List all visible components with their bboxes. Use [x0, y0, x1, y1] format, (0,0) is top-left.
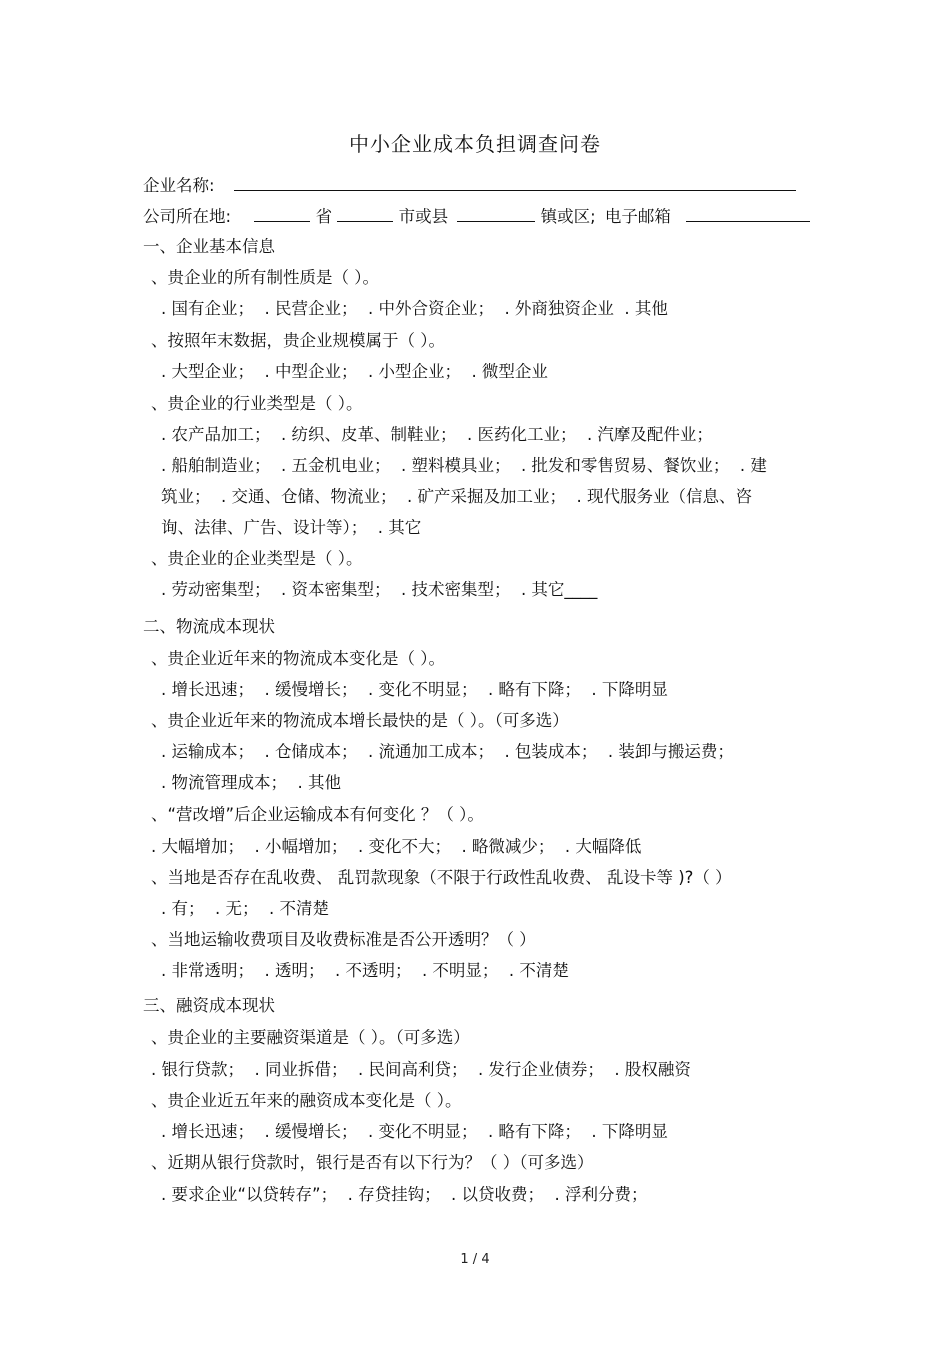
company-name-row — [143, 172, 796, 197]
location-row — [143, 203, 810, 228]
section-heading: 三、融资成本现状 — [143, 996, 275, 1015]
company-name-field[interactable] — [234, 172, 796, 191]
email-label: 电子邮箱 — [604, 207, 671, 226]
option-line: . 船舶制造业； . 五金机电业； . 塑料模具业； . 批发和零售贸易、餐饮业； . 建 — [161, 456, 767, 475]
question-line: 、贵企业的所有制性质是（ ）。 — [151, 268, 379, 287]
question-line: . 银行贷款； . 同业拆借； . 民间高利贷； . 发行企业债券； . 股权融资 — [151, 1060, 691, 1079]
city-label: 市或县 — [398, 207, 449, 226]
option-line: . 要求企业“以贷转存”； . 存贷挂钩； . 以贷收费； . 浮利分费； — [161, 1185, 648, 1204]
town-label: 镇或区; — [540, 207, 596, 226]
option-line: 询、法律、广告、设计等）； . 其它 — [161, 518, 422, 537]
question-line: 、近期从银行贷款时，银行是否有以下行为？（ ）（可多选） — [151, 1153, 594, 1172]
option-line: . 物流管理成本； . 其他 — [161, 773, 341, 792]
option-line: . 大型企业； . 中型企业； . 小型企业； . 微型企业 — [161, 362, 548, 381]
option-line: . 农产品加工； . 纺织、皮革、制鞋业； . 医药化工业； . 汽摩及配件业； — [161, 425, 713, 444]
province-label: 省 — [315, 207, 333, 226]
question-line: 、贵企业的企业类型是（ ）。 — [151, 549, 363, 568]
question-line: 、贵企业的行业类型是（ ）。 — [151, 394, 363, 413]
city-field[interactable] — [337, 203, 393, 222]
question-line: 、当地是否存在乱收费、 乱罚款现象（不限于行政性乱收费、 乱设卡等 )?（ ） — [151, 868, 732, 887]
question-line: 、贵企业近五年来的融资成本变化是（ ）。 — [151, 1091, 462, 1110]
option-line: . 增长迅速； . 缓慢增长； . 变化不明显； . 略有下降； . 下降明显 — [161, 1122, 668, 1141]
question-line: 、贵企业近年来的物流成本增长最快的是（ ）。（可多选） — [151, 711, 569, 730]
option-line: 筑业； . 交通、仓储、物流业； . 矿产采掘及加工业； . 现代服务业（信息、咨 — [161, 487, 752, 506]
email-field[interactable] — [686, 203, 810, 222]
page-number: 1 / 4 — [460, 1252, 490, 1267]
question-line: 、“营改增”后企业运输成本有何变化 ？（ ）。 — [151, 805, 484, 824]
option-line: . 有； . 无； . 不清楚 — [161, 899, 329, 918]
option-line: . 非常透明； . 透明； . 不透明； . 不明显； . 不清楚 — [161, 961, 569, 980]
province-field[interactable] — [254, 203, 310, 222]
document-title: 中小企业成本负担调查问卷 — [349, 132, 601, 156]
question-line: 、贵企业近年来的物流成本变化是（ ）。 — [151, 649, 445, 668]
town-field[interactable] — [457, 203, 535, 222]
location-label: 公司所在地: — [143, 207, 232, 226]
option-line: . 国有企业； . 民营企业； . 中外合资企业； . 外商独资企业 . 其他 — [161, 299, 668, 318]
question-line: 、贵企业的主要融资渠道是（ ）。（可多选） — [151, 1028, 470, 1047]
question-line: 、当地运输收费项目及收费标准是否公开透明？（ ） — [151, 930, 536, 949]
company-name-label: 企业名称: — [143, 176, 215, 195]
option-line: . 劳动密集型； . 资本密集型； . 技术密集型； . 其它____ — [161, 580, 598, 599]
section-heading: 二、物流成本现状 — [143, 617, 275, 636]
question-line: . 大幅增加； . 小幅增加； . 变化不大； . 略微减少； . 大幅降低 — [151, 837, 642, 856]
option-line: . 增长迅速； . 缓慢增长； . 变化不明显； . 略有下降； . 下降明显 — [161, 680, 668, 699]
question-line: 、按照年末数据，贵企业规模属于（ ）。 — [151, 331, 445, 350]
option-line: . 运输成本； . 仓储成本； . 流通加工成本； . 包装成本； . 装卸与搬运费； — [161, 742, 734, 761]
section-heading: 一、企业基本信息 — [143, 237, 275, 256]
